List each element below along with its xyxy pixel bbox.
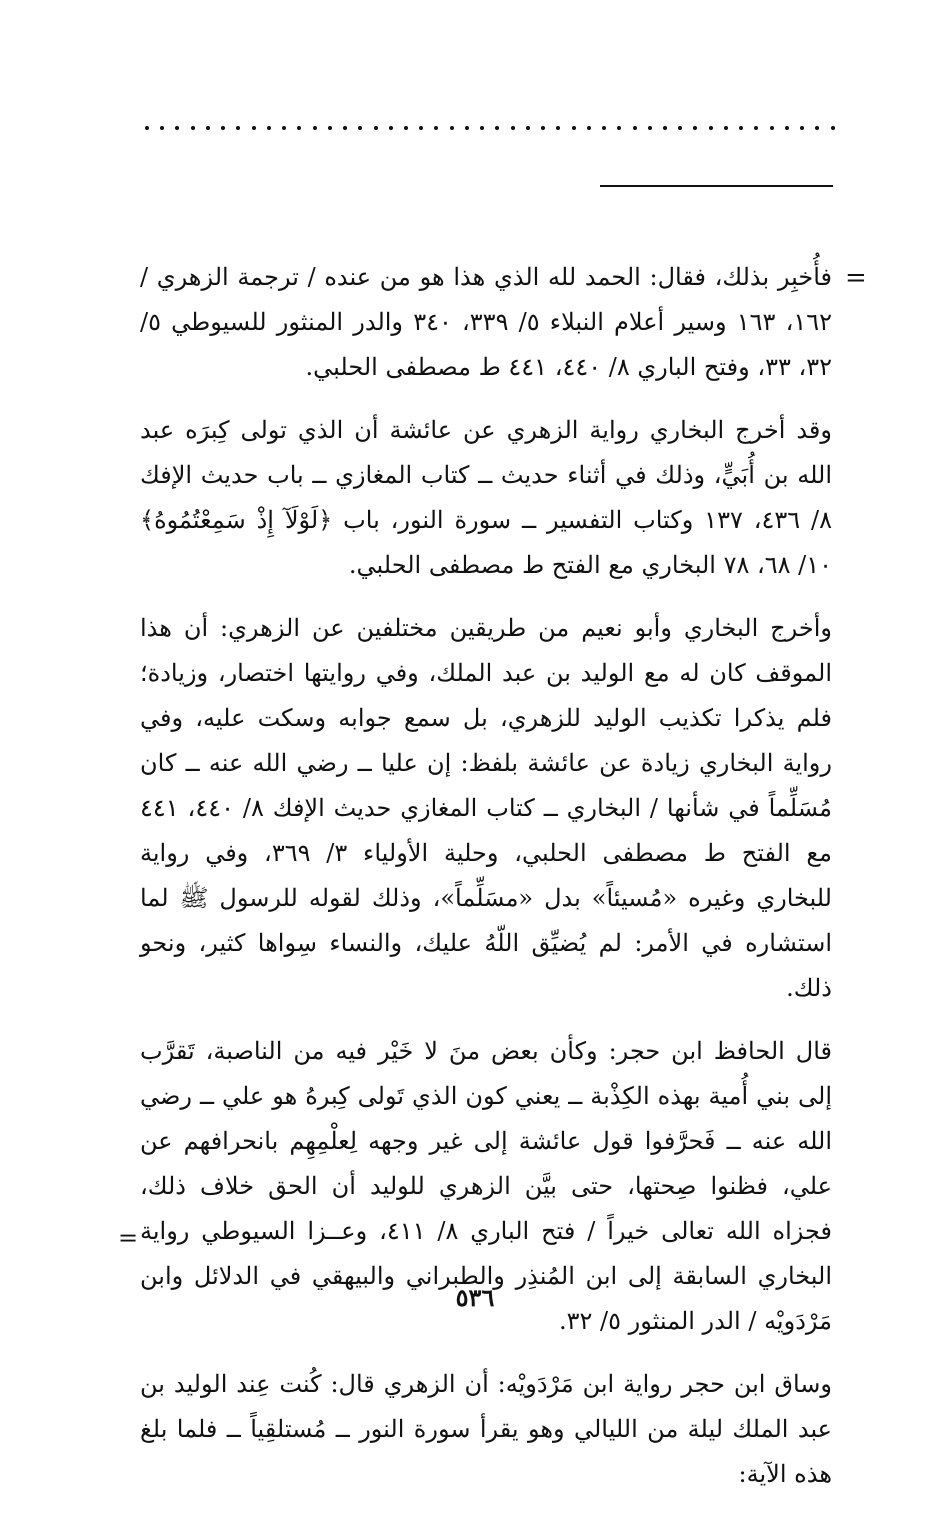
paragraph-5: وساق ابن حجر رواية ابن مَرْدَويْه: أن الزهري قال: كُنت عِند الوليد بن عبد الملك ليلة من الليالي وهو يقرأ سورة النور ــ مُستلقِياً ــ فلما بلغ هذه الآية: [140, 1370, 833, 1488]
paragraph-3: وأخرج البخاري وأبو نعيم من طريقين مختلفين عن الزهري: أن هذا الموقف كان له مع الوليد بن عبد الملك، وفي روايتها اختصار، وزيادة؛ فلم يذكرا تكذيب الوليد للزهري، بل سمع جوابه وسكت عليه، وفي رواية البخاري زيادة عن عائشة بلفظ: إن عليا ــ رضي الله عنه ــ كان مُسَلِّماً في شأنها / البخاري ــ كتاب المغازي حديث الإفك ٨/ ٤٤٠، ٤٤١ مع الفتح ط مصطفى الحلبي، وحلية الأولياء ٣/ ٣٦٩، وفي رواية للبخاري وغيره «مُسيئاً» بدل «مسَلِّماً»، وذلك لقوله للرسول ﷺ لما استشاره في الأمر: لم يُضيِّق اللّهُ عليك، والنساء سِواها كثير، ونحو ذلك. [140, 614, 833, 1002]
continuation-mark-end: = [118, 1224, 139, 1252]
continuation-mark-start: = [845, 263, 867, 293]
footnote-rule [600, 185, 833, 187]
paragraph-2: وقد أخرج البخاري رواية الزهري عن عائشة أن الذي تولى كِبرَه عبد الله بن أُبَيٍّ، وذلك في أثناء حديث ــ كتاب المغازي ــ باب حديث الإفك ٨/ ٤٣٦، ١٣٧ وكتاب التفسير ــ سورة النور، باب ﴿لَوْلَآ إِذْ سَمِعْتُمُوهُ﴾ ١٠/ ٦٨، ٧٨ البخاري مع الفتح ط مصطفى الحلبي. [140, 416, 833, 579]
dotted-separator [145, 118, 835, 138]
paragraph-4: قال الحافظ ابن حجر: وكأن بعض منَ لا خَيْر فيه من الناصبة، تَقرَّب إلى بني أُمية بهذه الكِذْبة ــ يعني كون الذي تَولى كِبرهُ هو علي ــ رضي الله عنه ــ فَحرَّفوا قول عائشة إلى غير وجهه لِعلْمِهِم بانحرافهم عن علي، فظنوا صِحتها، حتى بيَّن الزهري للوليد أن الحق خلاف ذلك، فجزاه الله تعالى خيراً / فتح الباري ٨/ ٤١١، وعــزا السيوطي رواية البخاري السابقة إلى ابن المُنذِر والطبراني والبيهقي في الدلائل وابن مَرْدَويْه / الدر المنثور ٥/ ٣٢. [140, 1037, 833, 1335]
footnote-text [140, 255, 832, 1515]
paragraph-1: فأُخبِر بذلك، فقال: الحمد لله الذي هذا هو من عنده / ترجمة الزهري / ١٦٢، ١٦٣ وسير أعلام النبلاء ٥/ ٣٣٩، ٣٤٠ والدر المنثور للسيوطي ٥/ ٣٢، ٣٣، وفتح الباري ٨/ ٤٤٠، ٤٤١ ط مصطفى الحلبي. [140, 263, 832, 381]
page-number: ٥٣٦ [455, 1283, 495, 1312]
